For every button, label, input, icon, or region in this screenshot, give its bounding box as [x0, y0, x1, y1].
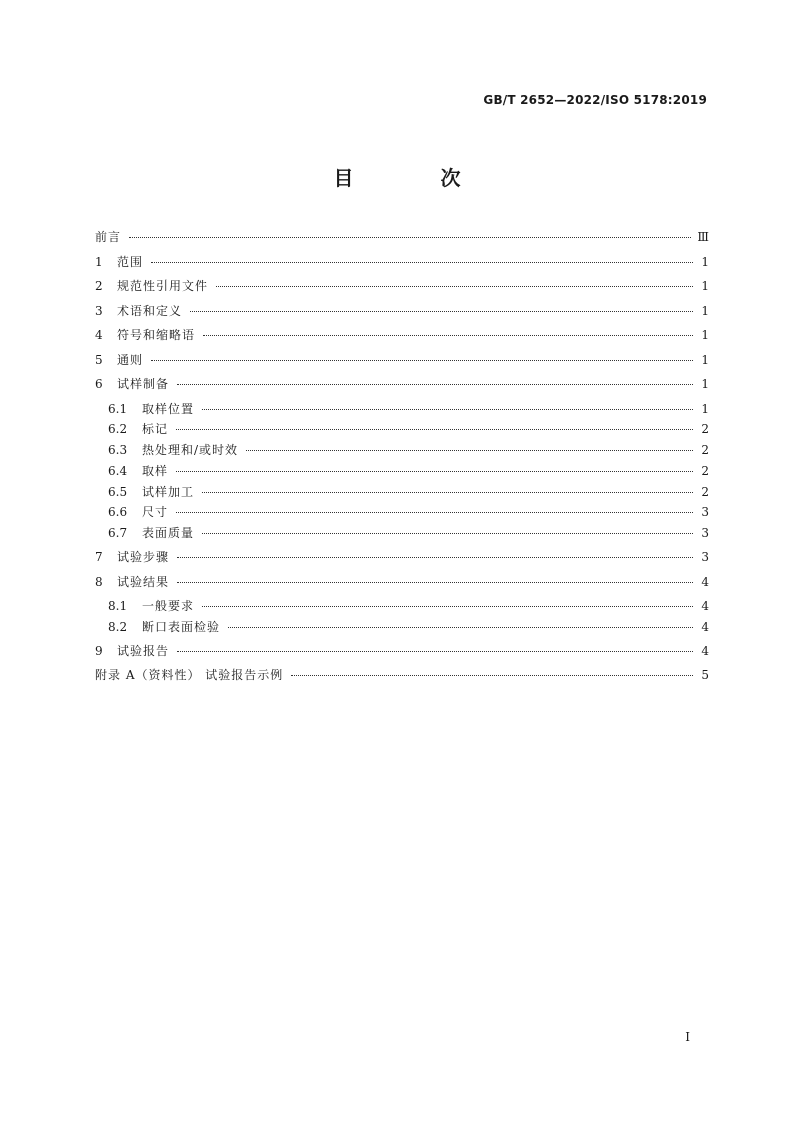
- toc-entry-1[interactable]: [95, 253, 709, 278]
- toc-entry-number: 6.6: [108, 505, 128, 520]
- toc-entry-number: 8.2: [108, 619, 128, 634]
- toc-entry-label: 断口表面检验: [142, 619, 221, 634]
- toc-entry-8-1[interactable]: [95, 597, 709, 618]
- toc-entry-label: 试样制备: [117, 377, 170, 391]
- toc-leader: [228, 627, 693, 628]
- toc-leader: [177, 557, 693, 558]
- toc-leader: [202, 606, 693, 607]
- standard-code: GB/T 2652—2022/ISO 5178:2019: [483, 93, 707, 107]
- toc-leader: [202, 409, 693, 410]
- toc-leader: [151, 360, 693, 361]
- toc-entry-number: 5: [95, 352, 103, 367]
- toc-entry-label: 术语和定义: [117, 303, 183, 318]
- toc-entry-9[interactable]: [95, 642, 709, 667]
- toc-entry-page: 1: [701, 303, 709, 318]
- toc-entry-label: 规范性引用文件: [117, 279, 209, 293]
- toc-entry-6-1[interactable]: [95, 400, 709, 421]
- toc-entry-number: 7: [95, 550, 103, 565]
- toc-entry-page: 4: [701, 599, 709, 614]
- toc-entry-label: 附录 A（资料性） 试验报告示例: [95, 668, 284, 683]
- toc-entry-label: 范围: [117, 254, 144, 269]
- toc-entry-page: 4: [701, 574, 709, 589]
- toc-entry-page: 2: [701, 443, 709, 458]
- toc-entry-page: 2: [701, 463, 709, 478]
- toc-leader: [203, 335, 693, 336]
- toc-entry-page: 1: [701, 254, 709, 269]
- toc-entry-page: 3: [701, 505, 709, 520]
- toc-entry-label: 前言: [95, 230, 122, 244]
- toc-leader: [202, 533, 693, 534]
- toc-entry-label: 尺寸: [142, 505, 169, 520]
- toc-entry-page: 2: [701, 484, 709, 499]
- toc-entry-page: 2: [701, 422, 709, 437]
- page-folio: I: [685, 1030, 690, 1044]
- toc-entry-page: 1: [701, 279, 709, 293]
- toc-entry-number: 3: [95, 303, 103, 318]
- toc-entry-6-3[interactable]: [95, 441, 709, 462]
- toc-entry-number: 6: [95, 377, 103, 391]
- toc-entry-label: 表面质量: [142, 526, 195, 541]
- toc-title: 目 次: [333, 166, 501, 190]
- toc-entry-number: 8.1: [108, 599, 128, 614]
- toc-entry-page: 4: [701, 643, 709, 658]
- toc-leader: [202, 492, 693, 493]
- toc-entry-page: Ⅲ: [697, 230, 709, 244]
- toc-entry-page: 1: [701, 328, 709, 342]
- toc-entry-6-5[interactable]: [95, 483, 709, 504]
- toc-entry-annex-a[interactable]: [95, 666, 709, 691]
- toc-leader: [177, 651, 693, 652]
- toc-leader: [246, 450, 693, 451]
- toc-entry-number: 6.7: [108, 526, 128, 541]
- toc-entry-page: 3: [701, 550, 709, 565]
- toc-entry-number: 6.5: [108, 484, 128, 499]
- toc-entry-foreword[interactable]: [95, 228, 709, 253]
- toc-entry-label: 试验结果: [117, 574, 170, 589]
- toc-entry-page: 1: [701, 352, 709, 367]
- toc-entry-label: 热处理和/或时效: [142, 443, 239, 458]
- toc-entry-label: 试样加工: [142, 484, 195, 499]
- toc-entry-6[interactable]: [95, 375, 709, 400]
- toc-entry-label: 标记: [142, 422, 169, 437]
- toc-leader: [151, 262, 693, 263]
- toc-entry-number: 1: [95, 254, 103, 269]
- toc-entry-label: 试验报告: [117, 643, 170, 658]
- toc-entry-6-2[interactable]: [95, 420, 709, 441]
- toc-entry-5[interactable]: [95, 351, 709, 376]
- toc-leader: [129, 237, 691, 238]
- toc-entry-label: 通则: [117, 352, 144, 367]
- toc-entry-label: 试验步骤: [117, 550, 170, 565]
- toc-leader: [216, 286, 693, 287]
- toc-entry-number: 6.2: [108, 422, 128, 437]
- toc-entry-number: 8: [95, 574, 103, 589]
- toc-entry-page: 5: [701, 668, 709, 683]
- toc-leader: [176, 429, 693, 430]
- toc-leader: [176, 471, 693, 472]
- toc-entry-8[interactable]: [95, 573, 709, 598]
- toc-entry-label: 取样: [142, 463, 169, 478]
- toc-entry-number: 2: [95, 279, 103, 293]
- table-of-contents: [95, 228, 709, 691]
- toc-leader: [190, 311, 693, 312]
- toc-entry-8-2[interactable]: [95, 618, 709, 639]
- toc-entry-number: 4: [95, 328, 103, 342]
- toc-entry-3[interactable]: [95, 302, 709, 327]
- toc-entry-number: 9: [95, 643, 103, 658]
- toc-entry-label: 符号和缩略语: [117, 328, 196, 342]
- toc-leader: [176, 512, 693, 513]
- toc-entry-7[interactable]: [95, 548, 709, 573]
- toc-entry-6-7[interactable]: [95, 524, 709, 545]
- toc-entry-number: 6.1: [108, 401, 128, 416]
- toc-entry-4[interactable]: [95, 326, 709, 351]
- toc-entry-6-4[interactable]: [95, 462, 709, 483]
- toc-entry-label: 取样位置: [142, 401, 195, 416]
- toc-leader: [291, 675, 693, 676]
- toc-entry-2[interactable]: [95, 277, 709, 302]
- toc-entry-number: 6.4: [108, 463, 128, 478]
- toc-leader: [177, 384, 693, 385]
- toc-entry-page: 1: [701, 401, 709, 416]
- toc-entry-page: 4: [701, 619, 709, 634]
- toc-entry-label: 一般要求: [142, 599, 195, 614]
- toc-entry-6-6[interactable]: [95, 503, 709, 524]
- toc-entry-page: 3: [701, 526, 709, 541]
- toc-leader: [177, 582, 693, 583]
- toc-entry-number: 6.3: [108, 443, 128, 458]
- toc-entry-page: 1: [701, 377, 709, 391]
